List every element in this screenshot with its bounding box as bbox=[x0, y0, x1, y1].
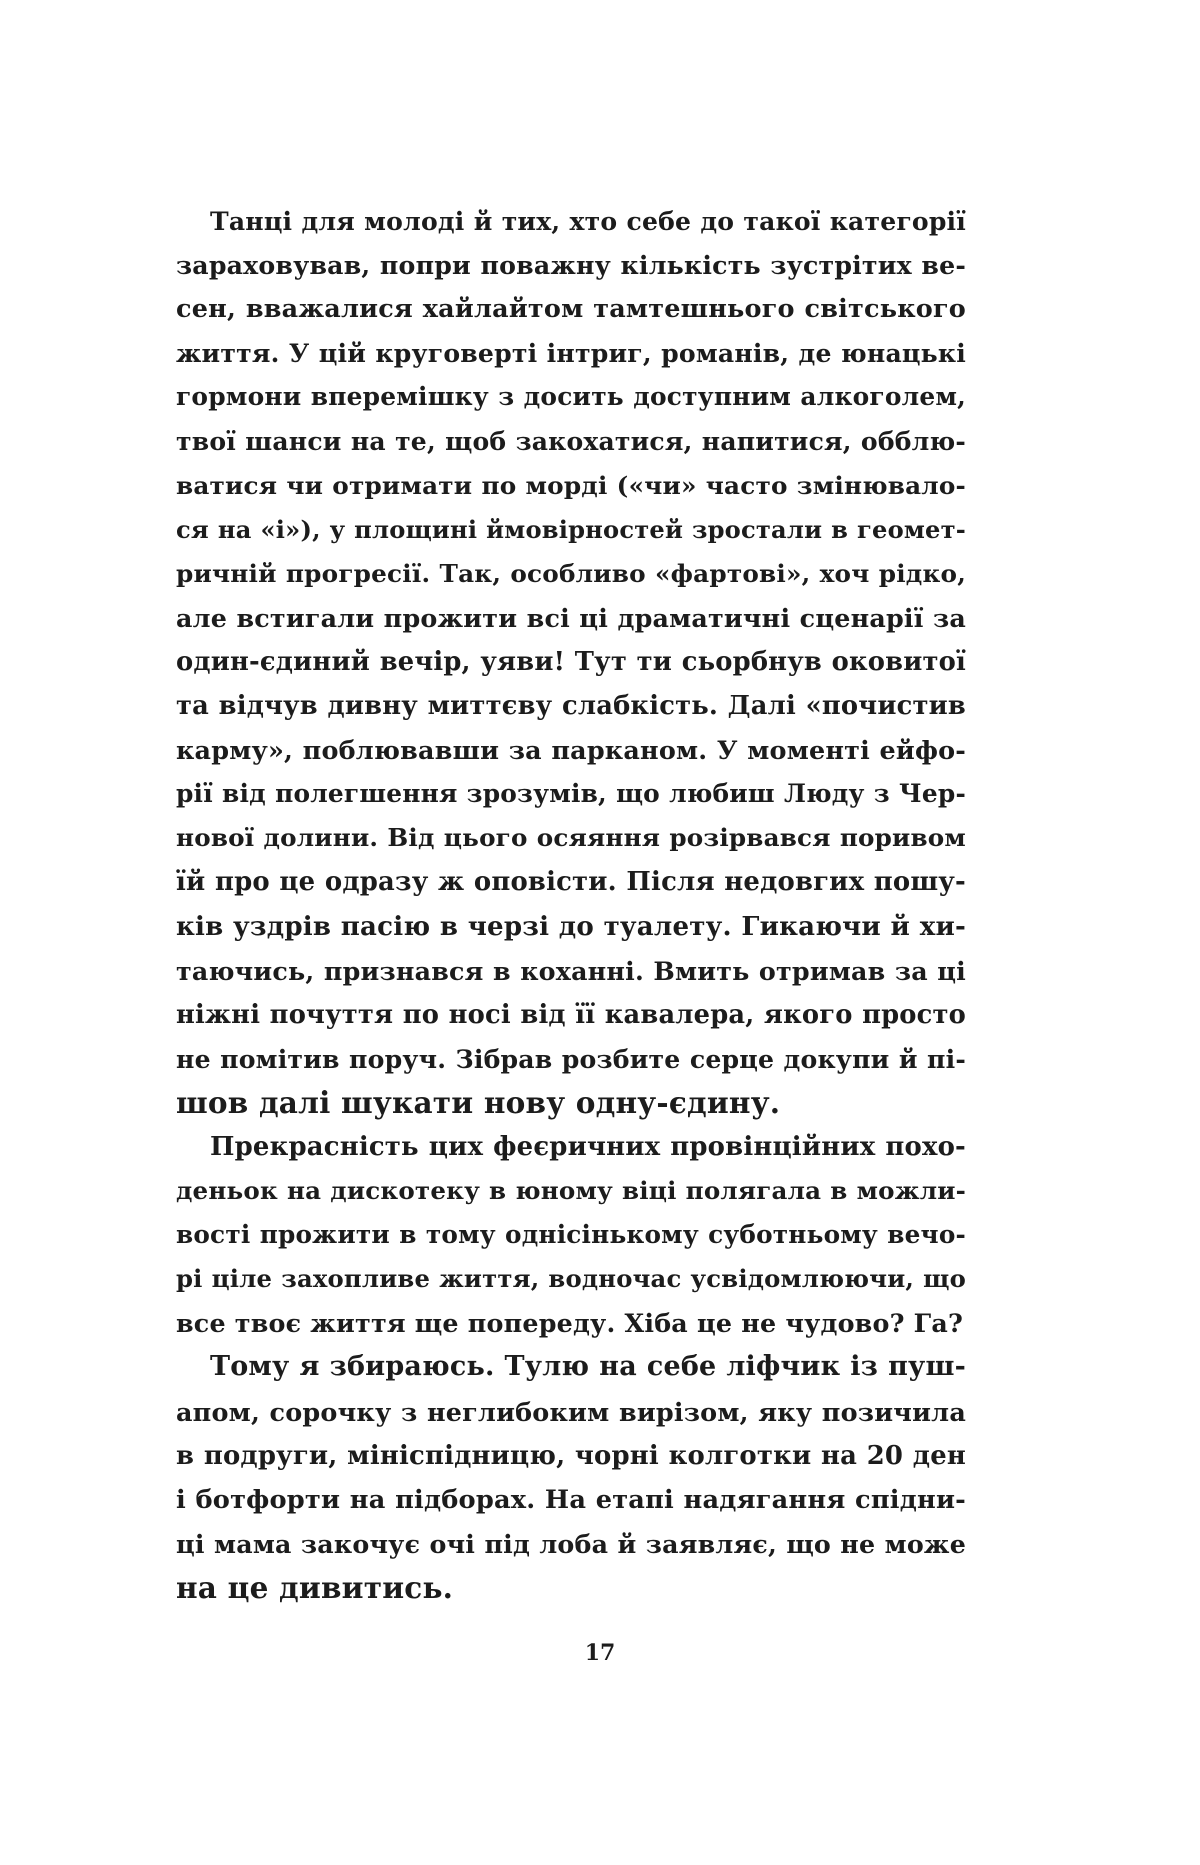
paragraph bbox=[176, 1345, 966, 1610]
text-line: все твоє життя ще попереду. Хіба це не чудово? Га? bbox=[176, 1308, 964, 1339]
page-number: 17 bbox=[584, 1640, 616, 1666]
text-line: рі ціле захопливе життя, водночас усвідомлюючи, що bbox=[176, 1264, 966, 1294]
text-line: вості прожити в тому однісінькому суботньому вечо- bbox=[176, 1220, 966, 1250]
text-line: карму», поблювавши за парканом. У моменті ейфо- bbox=[176, 735, 966, 766]
text-line: апом, сорочку з неглибоким вирізом, яку позичила bbox=[176, 1396, 966, 1427]
text-line: життя. У цій круговерті інтриг, романів, де юнацькі bbox=[176, 338, 966, 369]
text-line: сен, вважалися хайлайтом тамтешнього світського bbox=[176, 294, 966, 325]
text-line: шов далі шукати нову одну-єдину. bbox=[176, 1084, 781, 1120]
text-line: деньок на дискотеку в юному віці полягала в можли- bbox=[176, 1176, 966, 1206]
text-line: на це дивитись. bbox=[176, 1569, 454, 1605]
text-line: зараховував, попри поважну кількість зустрітих ве- bbox=[176, 250, 966, 281]
text-line: Тому я збираюсь. Тулю на себе ліфчик із пуш- bbox=[210, 1351, 966, 1383]
text-line: ків уздрів пасію в черзі до туалету. Гикаючи й хи- bbox=[176, 911, 966, 942]
text-line: рії від полегшення зрозумів, що любиш Люду з Чер- bbox=[176, 779, 966, 809]
text-line: але встигали прожити всі ці драматичні сценарії за bbox=[176, 602, 966, 633]
text-line: ричній прогресії. Так, особливо «фартові», хоч рідко, bbox=[176, 558, 966, 588]
paragraph bbox=[176, 1125, 966, 1345]
text-line: нової долини. Від цього осяяння розірвався поривом bbox=[176, 823, 966, 853]
paragraph bbox=[176, 199, 966, 1125]
text-line: таючись, признався в коханні. Вмить отримав за ці bbox=[176, 955, 966, 986]
text-line: не помітив поруч. Зібрав розбите серце докупи й пі- bbox=[176, 1043, 966, 1074]
text-line: ся на «і»), у площині ймовірностей зростали в геомет- bbox=[176, 514, 966, 544]
text-line: один-єдиний вечір, уяви! Тут ти сьорбнув оковитої bbox=[176, 646, 966, 677]
text-line: Прекрасність цих феєричних провінційних похо- bbox=[210, 1131, 966, 1162]
text-line: в подруги, мініспідницю, чорні колготки на 20 ден bbox=[176, 1440, 966, 1471]
text-line: ці мама закочує очі під лоба й заявляє, що не може bbox=[176, 1528, 966, 1559]
text-line: і ботфорти на підборах. На етапі надягання спідни- bbox=[176, 1484, 966, 1515]
text-line: ватися чи отримати по морді («чи» часто змінювало- bbox=[176, 470, 966, 500]
body-text bbox=[176, 199, 966, 1610]
text-line: ніжні почуття по носі від її кавалера, якого просто bbox=[176, 999, 966, 1030]
text-line: їй про це одразу ж оповісти. Після недовгих пошу- bbox=[176, 867, 966, 898]
text-line: та відчув дивну миттєву слабкість. Далі «почистив bbox=[176, 691, 966, 722]
text-line: Танці для молоді й тих, хто себе до такої категорії bbox=[210, 206, 966, 236]
text-line: твої шанси на те, щоб закохатися, напитися, обблю- bbox=[176, 426, 966, 457]
text-line: гормони вперемішку з досить доступним алкоголем, bbox=[176, 382, 966, 412]
